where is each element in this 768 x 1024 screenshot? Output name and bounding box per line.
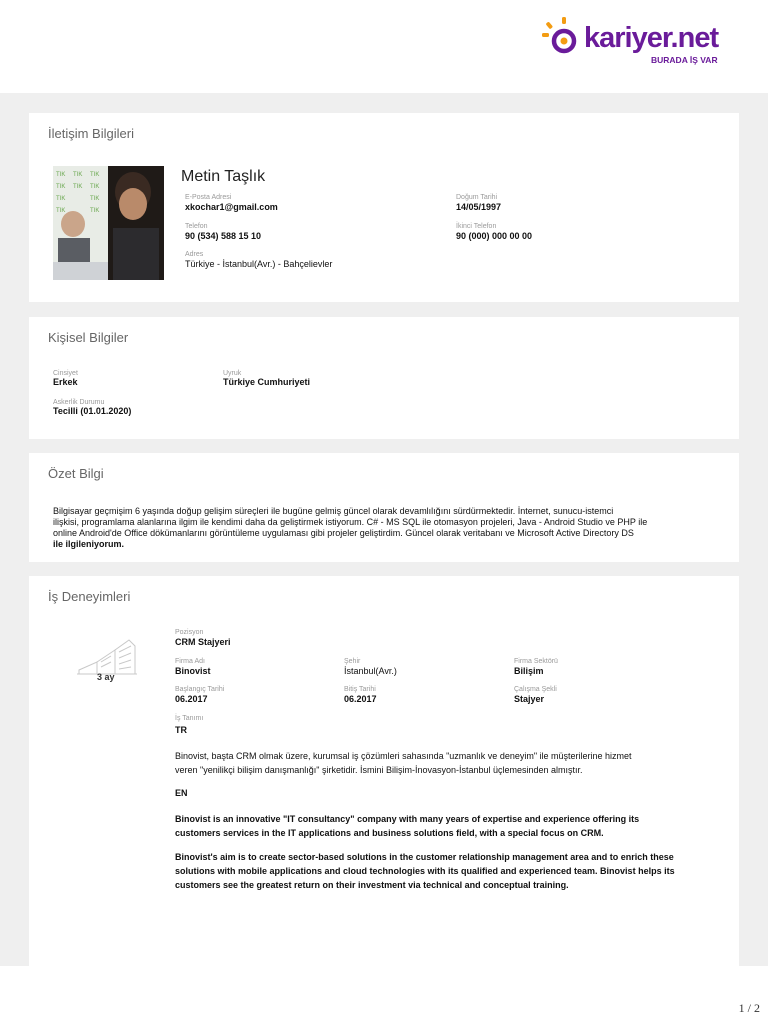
- summary-line: ile ilgileniyorum.: [53, 539, 125, 549]
- svg-text:TIK: TIK: [90, 208, 100, 214]
- end-date-label: Bitiş Tarihi: [344, 686, 376, 693]
- description-line: veren "yenilikçi bilişim danışmanlığı" şirketidir. İsmini Bilişim-İnovasyon-İstanbul üçlemesinden almıştır.: [175, 765, 583, 775]
- summary-line: ilişkisi, programlama alanlarına ilgim ile kendimi daha da geliştirmek istiyorum. C# - MS SQL ile otomasyon projeleri, Java - Android Studio ve PHP ile: [53, 517, 648, 527]
- svg-text:TIK: TIK: [56, 196, 66, 202]
- birth-date-value: 14/05/1997: [456, 202, 502, 212]
- experience-duration: 3 ay: [97, 672, 115, 682]
- start-date-value: 06.2017: [175, 694, 208, 704]
- svg-text:TIK: TIK: [73, 184, 83, 190]
- description-en-paragraph-1: [175, 812, 735, 840]
- logo-tagline: BURADA İŞ VAR: [651, 55, 718, 65]
- description-line: solutions with mobile applications and cloud technologies with its qualified and experienced team. Binovist helps its: [175, 866, 675, 876]
- nationality-label: Uyruk: [223, 370, 242, 377]
- logo-wordmark: kariyer.net: [584, 22, 719, 54]
- company-value: Binovist: [175, 666, 211, 676]
- summary-line: online Android'de Office dökümanlarını görüntüleme uygulaması gibi projeler geliştirdim. Güncel olarak veritabanı ve Microsoft Active Directory DS: [53, 528, 634, 538]
- work-type-label: Çalışma Şekli: [514, 686, 557, 693]
- svg-text:TIK: TIK: [90, 172, 100, 178]
- description-en-paragraph-2: [175, 850, 735, 892]
- email-value: xkochar1@gmail.com: [185, 202, 278, 212]
- start-date-label: Başlangıç Tarihi: [175, 686, 225, 693]
- svg-text:TIK: TIK: [90, 184, 100, 190]
- description-line: customers services in the IT applications and business solutions field, with a special focus on CRM.: [175, 828, 604, 838]
- address-value: Türkiye - İstanbul(Avr.) - Bahçelievler: [185, 259, 333, 269]
- summary-text: [53, 506, 733, 550]
- city-label: Şehir: [344, 658, 361, 665]
- second-phone-value: 90 (000) 000 00 00: [456, 231, 533, 241]
- svg-text:TIK: TIK: [73, 172, 83, 178]
- page-header: [0, 0, 768, 93]
- position-value: CRM Stajyeri: [175, 637, 231, 647]
- city-value: İstanbul(Avr.): [344, 666, 397, 676]
- experience-section-title: İş Deneyimleri: [48, 589, 131, 604]
- svg-text:TIK: TIK: [56, 208, 66, 214]
- address-label: Adres: [185, 251, 204, 258]
- description-lang-en: EN: [175, 788, 188, 798]
- logo-sun-icon: [540, 14, 584, 58]
- birth-date-label: Doğum Tarihi: [456, 194, 498, 201]
- phone-label: Telefon: [185, 223, 208, 230]
- page-number: 1 / 2: [738, 1001, 760, 1015]
- svg-text:TIK: TIK: [56, 172, 66, 178]
- sector-value: Bilişim: [514, 666, 544, 676]
- kariyer-logo: [540, 14, 722, 70]
- end-date-value: 06.2017: [344, 694, 377, 704]
- nationality-value: Türkiye Cumhuriyeti: [223, 377, 311, 387]
- svg-text:TIK: TIK: [56, 184, 66, 190]
- personal-info-card: [29, 317, 739, 439]
- personal-section-title: Kişisel Bilgiler: [48, 330, 129, 345]
- profile-photo: [53, 166, 164, 280]
- svg-text:TIK: TIK: [90, 196, 100, 202]
- building-icon: [77, 636, 137, 676]
- work-type-value: Stajyer: [514, 694, 545, 704]
- military-status-value: Tecilli (01.01.2020): [53, 406, 132, 416]
- summary-section-title: Özet Bilgi: [48, 466, 104, 481]
- description-line: customers see the greatest return on their investment via technical and conceptual training.: [175, 880, 569, 890]
- gender-value: Erkek: [53, 377, 78, 387]
- experience-card: [29, 576, 739, 966]
- email-label: E-Posta Adresi: [185, 194, 232, 201]
- contact-section-title: İletişim Bilgileri: [48, 126, 134, 141]
- position-label: Pozisyon: [175, 629, 204, 636]
- phone-value: 90 (534) 588 15 10: [185, 231, 262, 241]
- job-description-label: İş Tanımı: [175, 715, 204, 722]
- second-phone-label: İkinci Telefon: [456, 223, 497, 230]
- description-line: Binovist is an innovative "IT consultancy" company with many years of expertise and experience offering its: [175, 814, 640, 824]
- description-line: Binovist's aim is to create sector-based solutions in the customer relationship management area and to enrich these: [175, 852, 674, 862]
- description-line: Binovist, başta CRM olmak üzere, kurumsal iş çözümleri sahasında "uzmanlık ve deneyim" ile müşterilerine hizmet: [175, 751, 632, 761]
- description-tr: [175, 749, 735, 777]
- military-status-label: Askerlik Durumu: [53, 399, 105, 406]
- sector-label: Firma Sektörü: [514, 658, 558, 665]
- summary-card: [29, 453, 739, 562]
- contact-card: [29, 113, 739, 302]
- company-label: Firma Adı: [175, 658, 205, 665]
- gender-label: Cinsiyet: [53, 370, 78, 377]
- candidate-name: Metin Taşlık: [181, 168, 266, 185]
- summary-line: Bilgisayar geçmişim 6 yaşında doğup gelişim süreçleri ile bugüne gelmiş güncel olarak devamlılığını sürdürmektedir. İnternet, sunucu-istemci: [53, 506, 614, 516]
- description-lang-tr: TR: [175, 725, 187, 735]
